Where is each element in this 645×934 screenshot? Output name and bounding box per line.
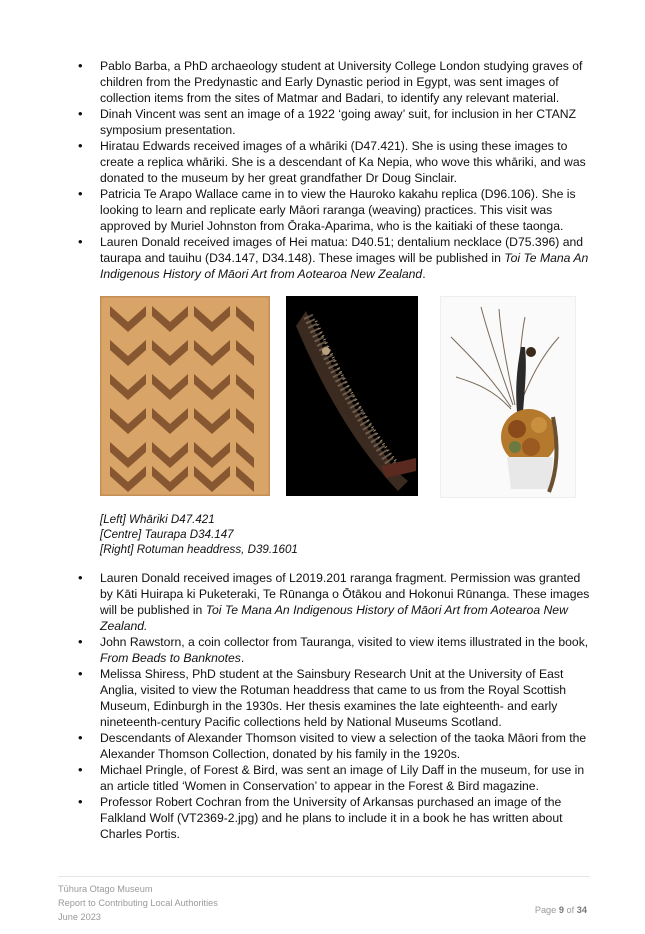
bullet-item — [78, 570, 590, 634]
image-captions — [100, 512, 298, 557]
bullet-text: Michael Pringle, of Forest & Bird, was sent an image of Lily Daff in the museum, for use in an article titled ‘Women in Conservation’ to appear in the Forest & Bird magazine. — [100, 763, 585, 793]
footer-date: June 2023 — [58, 912, 101, 922]
footer-org: Tūhura Otago Museum — [58, 884, 153, 894]
bullet-text: . — [240, 651, 245, 665]
image-row — [100, 296, 580, 498]
italic-title: Toi Te Mana An Indigenous History of Māori Art from Aotearoa New Zealand — [100, 251, 589, 281]
taurapa-image — [286, 296, 418, 496]
page-total: 34 — [576, 905, 587, 915]
bullet-item — [78, 186, 590, 234]
bullet-text: John Rawstorn, a coin collector from Tauranga, visited to view items illustrated in the book, — [100, 635, 589, 649]
bullet-text: Lauren Donald received images of L2019.201 raranga fragment. Permission was granted by Kāti Huirapa ki Puketeraki, Te Rūnanga o Ōtākou and Hokonui Rūnanga. These images will be published in — [100, 571, 590, 617]
italic-title: Toi Te Mana An Indigenous History of Māori Art from Aotearoa New Zealand. — [100, 603, 568, 633]
bullet-text: Hiratau Edwards received images of a whāriki (D47.421). She is using these images to create a replica whāriki. She is a descendant of Ka Nepia, who wove this whāriki, and was donated to the museum by her great grandfather Dr Doug Sinclair. — [100, 139, 586, 185]
bullet-text: Pablo Barba, a PhD archaeology student at University College London studying graves of children from the Predynastic and Early Dynastic period in Egypt, was sent images of collection items from the sites of Matmar and Badari, to identify any relevant material. — [100, 59, 583, 105]
page-number — [535, 905, 587, 915]
rotuman-headdress-image — [440, 296, 576, 498]
bullet-item — [78, 106, 590, 138]
bullet-text: Descendants of Alexander Thomson visited to view a selection of the taoka Māori from the Alexander Thomson Collection, donated by his family in the 1920s. — [100, 731, 587, 761]
bullet-item — [78, 138, 590, 186]
bullet-item — [78, 730, 590, 762]
page-footer — [58, 876, 590, 924]
bullet-item — [78, 58, 590, 106]
italic-title: From Beads to Banknotes — [100, 651, 241, 665]
caption-right: [Right] Rotuman headdress, D39.1601 — [100, 543, 298, 556]
bullet-text: Patricia Te Arapo Wallace came in to view the Hauroko kakahu replica (D96.106). She is looking to learn and replicate early Māori raranga (weaving) practices. This visit was approved by Muriel Johnston from Ōraka-Aparima, who is the kaitiaki of these taonga. — [100, 187, 576, 233]
caption-centre: [Centre] Taurapa D34.147 — [100, 528, 234, 541]
footer-report-title: Report to Contributing Local Authorities — [58, 898, 218, 908]
bullet-text: Lauren Donald received images of Hei matua: D40.51; dentalium necklace (D75.396) and taurapa and tauihu (D34.147, D34.148). These images will be published in — [100, 235, 584, 265]
whariki-image — [100, 296, 270, 496]
of-word: of — [566, 905, 575, 915]
bullet-text: Melissa Shiress, PhD student at the Sainsbury Research Unit at the University of East Anglia, visited to view the Rotuman headdress that came to us from the Royal Scottish Museum, Edinburgh in the 1930s. Her thesis examines the late eighteenth- and early nineteenth-century Pacific collections held by National Museums Scotland. — [100, 667, 567, 729]
bullet-item — [78, 666, 590, 730]
bullet-list-top — [78, 58, 590, 282]
bullet-list-bottom — [78, 570, 590, 842]
bullet-item — [78, 634, 590, 666]
bullet-text: . — [422, 267, 426, 281]
bullet-item — [78, 762, 590, 794]
bullet-text: Dinah Vincent was sent an image of a 1922 ‘going away’ suit, for inclusion in her CTANZ symposium presentation. — [100, 107, 577, 137]
caption-left: [Left] Whāriki D47.421 — [100, 513, 215, 526]
page-current: 9 — [558, 905, 564, 915]
page-word: Page — [534, 905, 557, 915]
bullet-item — [78, 794, 590, 842]
bullet-item — [78, 234, 590, 282]
bullet-text: Professor Robert Cochran from the University of Arkansas purchased an image of the Falkland Wolf (VT2369-2.jpg) and he plans to include it in a book he has written about Charles Portis. — [100, 795, 563, 841]
